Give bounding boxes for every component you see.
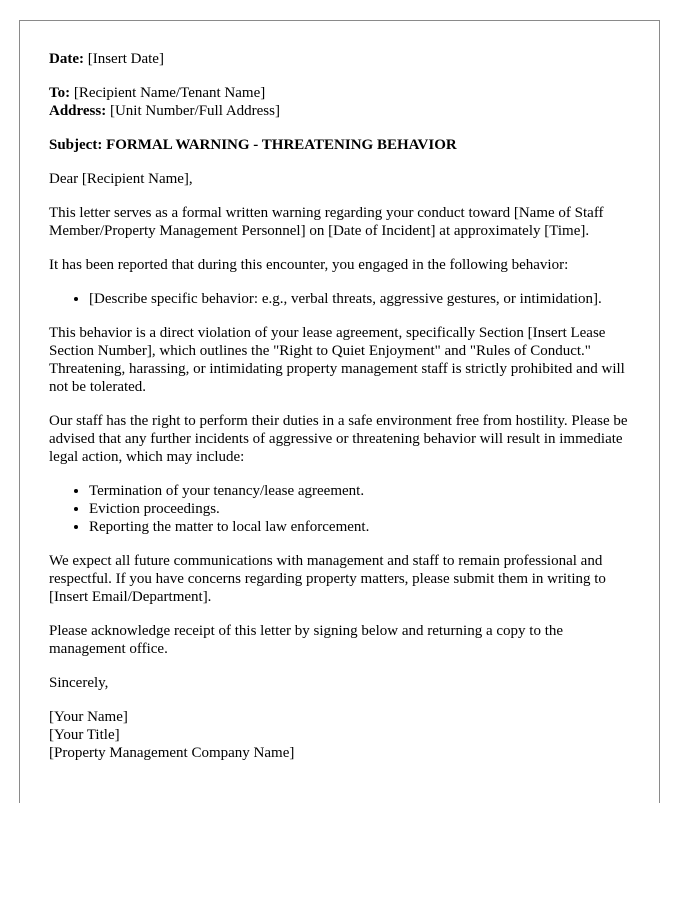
date-label: Date:: [49, 51, 84, 67]
paragraph-staff-rights: Our staff has the right to perform their duties in a safe environment free from hostility. Please be advised that any further incidents of aggressive or threatening behavior will result in immediate legal action, which may include:: [49, 413, 628, 465]
behavior-list: [49, 290, 629, 308]
actions-list: [49, 482, 629, 536]
paragraph-acknowledge: Please acknowledge receipt of this letter by signing below and returning a copy to the management office.: [49, 623, 564, 657]
subject-label: Subject:: [49, 137, 103, 153]
date-line: [49, 50, 629, 68]
list-item: • Eviction proceedings.: [89, 500, 629, 518]
list-item: • [Describe specific behavior: e.g., verbal threats, aggressive gestures, or intimidation].: [89, 290, 629, 308]
paragraph-report: It has been reported that during this encounter, you engaged in the following behavior:: [49, 257, 569, 273]
signer-name: [Your Name]: [49, 709, 128, 725]
to-value: [Recipient Name/Tenant Name]: [70, 85, 266, 101]
address-line: [49, 102, 629, 120]
subject-value: FORMAL WARNING - THREATENING BEHAVIOR: [102, 137, 457, 153]
to-label: To:: [49, 85, 71, 101]
address-value: [Unit Number/Full Address]: [106, 103, 280, 119]
letter-page: [19, 20, 660, 803]
paragraph-violation: This behavior is a direct violation of your lease agreement, specifically Section [Insert Lease Section Number], which outlines the "Right to Quiet Enjoyment" and "Rules of Conduct." Threatening, harassing, or intimidating property management staff is strictly prohibited and will not be tolerated.: [49, 325, 625, 395]
list-item: • Reporting the matter to local law enforcement.: [89, 518, 629, 536]
subject-line: [49, 136, 629, 154]
paragraph-expectations: We expect all future communications with management and staff to remain professional and respectful. If you have concerns regarding property matters, please submit them in writing to [Insert Email/Department].: [49, 553, 606, 605]
paragraph-conduct: This letter serves as a formal written warning regarding your conduct toward [Name of Staff Member/Property Management Personnel] on [Date of Incident] at approximately [Time].: [49, 205, 604, 239]
address-label: Address:: [49, 103, 107, 119]
date-value: [Insert Date]: [83, 51, 164, 67]
salutation: Dear [Recipient Name],: [49, 171, 193, 187]
list-item: • Termination of your tenancy/lease agreement.: [89, 482, 629, 500]
letter-content: [49, 50, 629, 762]
to-line: [49, 84, 629, 102]
signer-title: [Your Title]: [49, 727, 120, 743]
signature-block: [49, 708, 629, 762]
sign-off: Sincerely,: [49, 675, 109, 691]
company-name: [Property Management Company Name]: [49, 745, 295, 761]
